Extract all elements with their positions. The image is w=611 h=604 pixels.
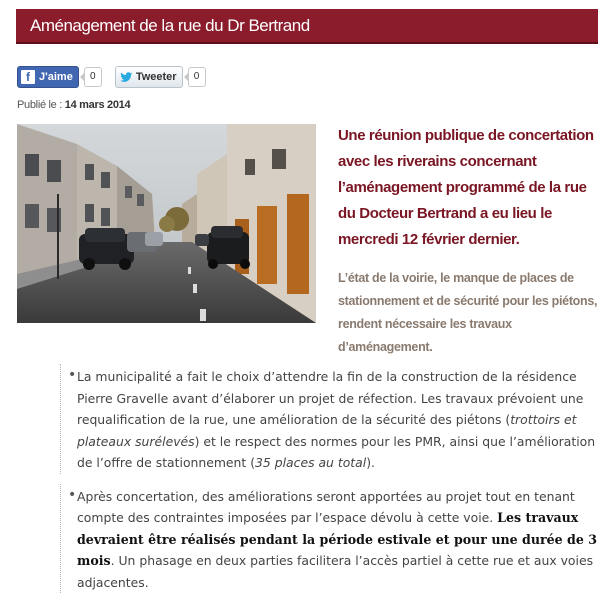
tweet-label: Tweeter: [135, 71, 177, 83]
bullet-2-text-2: . Un phasage en deux parties facilitera l’accès partiel à cette rue et aux voies adjacentes.: [77, 553, 594, 590]
street-photo: [17, 124, 316, 323]
bullet-2-text: Après concertation, des améliorations seront apportées au projet tout en tenant compte des contraintes imposées par l’espace dévolu à cette voie.: [77, 488, 575, 525]
facebook-like-label: J'aime: [39, 71, 73, 83]
publish-date-line: [17, 99, 130, 111]
tweet-count: 0: [188, 67, 206, 87]
article-bullets: [60, 364, 608, 603]
publish-date-prefix: Publié le :: [17, 99, 63, 111]
tweet-button[interactable]: [115, 66, 183, 88]
facebook-like-button[interactable]: [17, 66, 79, 88]
bullet-1-italic-1: trottoirs et plateaux surélevés: [77, 412, 577, 449]
twitter-bird-icon: [119, 70, 133, 84]
bullet-1-italic-2: 35 places au total: [255, 455, 367, 470]
list-item: [60, 364, 608, 474]
article-subtitle: L’état de la voirie, le manque de places de stationnement et de sécurité pour les piétons, rendent nécessaire les travaux d’aménagement.: [338, 271, 598, 354]
page-title: Aménagement de la rue du Dr Bertrand: [30, 16, 310, 35]
bullet-1-text: La municipalité a fait le choix d’attendre la fin de la construction de la résidence Pierre Gravelle avant d’élaborer un projet de réfection. Les travaux prévoient une requalification de la rue, une amélioration de la sécurité des piétons (: [77, 369, 584, 427]
article-lead: Une réunion publique de concertation avec les riverains concernant l’aménagement programmé de la rue du Docteur Bertrand a eu lieu le mercredi 12 février dernier.: [338, 127, 594, 248]
list-item: [60, 484, 608, 594]
article-header: [16, 9, 598, 44]
facebook-icon: f: [21, 70, 35, 84]
street-photo-image: [17, 124, 316, 323]
bullet-1-text-2: ) et le respect des normes pour les PMR, ainsi que l’amélioration de l’offre de stationnement (: [77, 433, 596, 470]
bullet-2-bold: Les travaux devraient être réalisés pendant la période estivale et pour une durée de 3 mois: [77, 510, 598, 568]
social-share-bar: [17, 66, 206, 88]
bullet-1-text-3: ).: [366, 455, 375, 470]
publish-date: 14 mars 2014: [64, 99, 131, 111]
facebook-like-count: 0: [84, 67, 102, 87]
